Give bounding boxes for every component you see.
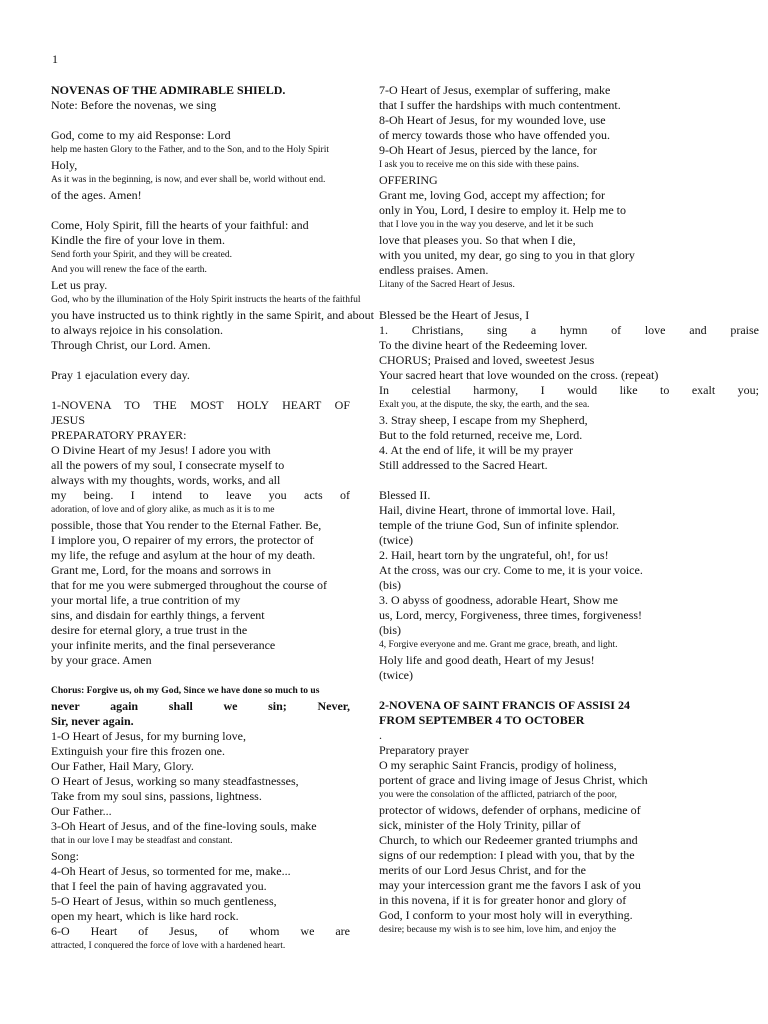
text-line: Blessed II. bbox=[379, 488, 431, 502]
text-line: Hail, divine Heart, throne of immortal love. Hail, bbox=[379, 503, 616, 517]
text-line: NOVENAS OF THE ADMIRABLE SHIELD. bbox=[51, 83, 286, 97]
text-line: Our Father... bbox=[51, 804, 112, 818]
text-line: Exalt you, at the dispute, the sky, the earth, and the sea. bbox=[379, 400, 590, 410]
text-line: 8-Oh Heart of Jesus, for my wounded love, use bbox=[379, 113, 606, 127]
text-line: . bbox=[379, 728, 382, 742]
text-line: possible, those that You render to the Eternal Father. Be, bbox=[51, 518, 322, 532]
text-line: all the powers of my soul, I consecrate myself to bbox=[51, 458, 285, 472]
text-line: Send forth your Spirit, and they will be created. bbox=[51, 250, 232, 260]
text-line: with you united, my dear, go sing to you in that glory bbox=[379, 248, 635, 262]
spacer bbox=[379, 293, 759, 308]
text-line: In celestial harmony, I would like to exalt you; bbox=[379, 383, 759, 397]
text-line: 2-NOVENA OF SAINT FRANCIS OF ASSISI 24 bbox=[379, 698, 630, 712]
text-line: O my seraphic Saint Francis, prodigy of holiness, bbox=[379, 758, 617, 772]
text-line: Sir, never again. bbox=[51, 714, 134, 728]
text-line: God, come to my aid Response: Lord bbox=[51, 128, 231, 142]
text-line: As it was in the beginning, is now, and ever shall be, world without end. bbox=[51, 175, 326, 185]
text-line: 9-Oh Heart of Jesus, pierced by the lance, for bbox=[379, 143, 597, 157]
text-line: that I feel the pain of having aggravated you. bbox=[51, 879, 267, 893]
text-line: Holy, bbox=[51, 158, 78, 172]
text-line: 1-NOVENA TO THE MOST HOLY HEART OF bbox=[51, 398, 350, 412]
text-line: merits of our Lord Jesus Christ, and for the bbox=[379, 863, 586, 877]
page-number: 1 bbox=[52, 52, 58, 66]
right-column bbox=[379, 83, 759, 938]
text-line: OFFERING bbox=[379, 173, 438, 187]
text-line: love that pleases you. So that when I die, bbox=[379, 233, 576, 247]
text-line: Note: Before the novenas, we sing bbox=[51, 98, 217, 112]
text-line: 4. At the end of life, it will be my prayer bbox=[379, 443, 573, 457]
text-line: 5-O Heart of Jesus, within so much gentleness, bbox=[51, 894, 277, 908]
text-line: 7-O Heart of Jesus, exemplar of suffering, make bbox=[379, 83, 611, 97]
text-line: Through Christ, our Lord. Amen. bbox=[51, 338, 211, 352]
text-line: us, Lord, mercy, Forgiveness, three times, forgiveness! bbox=[379, 608, 643, 622]
text-line: you have instructed us to think rightly in the same Spirit, and about bbox=[51, 308, 374, 322]
text-line: of mercy towards those who have offended you. bbox=[379, 128, 611, 142]
text-line: PREPARATORY PRAYER: bbox=[51, 428, 187, 442]
text-line: signs of our redemption: I plead with you, that by the bbox=[379, 848, 635, 862]
text-line: 2. Hail, heart torn by the ungrateful, oh!, for us! bbox=[379, 548, 609, 562]
text-line: Your sacred heart that love wounded on the cross. (repeat) bbox=[379, 368, 659, 382]
text-line: 1-O Heart of Jesus, for my burning love, bbox=[51, 729, 246, 743]
text-line: FROM SEPTEMBER 4 TO OCTOBER bbox=[379, 713, 585, 727]
text-line: And you will renew the face of the earth. bbox=[51, 265, 207, 275]
text-line: to always rejoice in his consolation. bbox=[51, 323, 223, 337]
text-line: your infinite merits, and the final perseverance bbox=[51, 638, 276, 652]
text-line: Still addressed to the Sacred Heart. bbox=[379, 458, 548, 472]
text-line: open my heart, which is like hard rock. bbox=[51, 909, 239, 923]
text-line: (twice) bbox=[379, 533, 413, 547]
text-line: Song: bbox=[51, 849, 80, 863]
text-line: desire for eternal glory, a true trust in the bbox=[51, 623, 248, 637]
text-line: always with my thoughts, words, works, and all bbox=[51, 473, 281, 487]
text-line: Take from my soul sins, passions, lightness. bbox=[51, 789, 262, 803]
text-line: 3-Oh Heart of Jesus, and of the fine-loving souls, make bbox=[51, 819, 317, 833]
text-line: 1. Christians, sing a hymn of love and praise bbox=[379, 323, 759, 337]
text-line: of the ages. Amen! bbox=[51, 188, 142, 202]
text-line: To the divine heart of the Redeeming lover. bbox=[379, 338, 588, 352]
text-line: my life, the refuge and asylum at the hour of my death. bbox=[51, 548, 316, 562]
text-line: that I love you in the way you deserve, and let it be such bbox=[379, 220, 594, 230]
text-line: Grant me, Lord, for the moans and sorrows in bbox=[51, 563, 271, 577]
text-line: Extinguish your fire this frozen one. bbox=[51, 744, 225, 758]
text-line: (bis) bbox=[379, 623, 401, 637]
text-line: portent of grace and living image of Jesus Christ, which bbox=[379, 773, 648, 787]
text-line: I ask you to receive me on this side with these pains. bbox=[379, 160, 579, 170]
text-line: temple of the triune God, Sun of infinite splendor. bbox=[379, 518, 619, 532]
text-line: 4-Oh Heart of Jesus, so tormented for me, make... bbox=[51, 864, 291, 878]
text-line: O Divine Heart of my Jesus! I adore you with bbox=[51, 443, 271, 457]
text-line: never again shall we sin; Never, bbox=[51, 699, 350, 713]
text-line: you were the consolation of the afflicted, patriarch of the poor, bbox=[379, 790, 617, 800]
text-line: JESUS bbox=[51, 413, 86, 427]
spacer bbox=[51, 203, 350, 218]
text-line: Holy life and good death, Heart of my Jesus! bbox=[379, 653, 595, 667]
text-line: Pray 1 ejaculation every day. bbox=[51, 368, 190, 382]
text-line: Kindle the fire of your love in them. bbox=[51, 233, 225, 247]
text-line: by your grace. Amen bbox=[51, 653, 152, 667]
text-line: (bis) bbox=[379, 578, 401, 592]
text-line: 3. Stray sheep, I escape from my Shepherd, bbox=[379, 413, 588, 427]
text-line: Church, to which our Redeemer granted triumphs and bbox=[379, 833, 638, 847]
text-line: God, I conform to your most holy will in everything. bbox=[379, 908, 633, 922]
text-line: 4, Forgive everyone and me. Grant me grace, breath, and light. bbox=[379, 640, 618, 650]
spacer bbox=[379, 473, 759, 488]
text-line: attracted, I conquered the force of love with a hardened heart. bbox=[51, 941, 286, 951]
text-line: At the cross, was our cry. Come to me, it is your voice. bbox=[379, 563, 643, 577]
text-line: I implore you, O repairer of my errors, the protector of bbox=[51, 533, 314, 547]
text-line: But to the fold returned, receive me, Lord. bbox=[379, 428, 583, 442]
text-line: endless praises. Amen. bbox=[379, 263, 489, 277]
text-line: Grant me, loving God, accept my affection; for bbox=[379, 188, 606, 202]
text-line: (twice) bbox=[379, 668, 413, 682]
spacer bbox=[51, 668, 350, 684]
text-line: Litany of the Sacred Heart of Jesus. bbox=[379, 280, 515, 290]
text-line: Blessed be the Heart of Jesus, I bbox=[379, 308, 530, 322]
text-line: that I suffer the hardships with much contentment. bbox=[379, 98, 621, 112]
text-line: CHORUS; Praised and loved, sweetest Jesus bbox=[379, 353, 595, 367]
text-line: God, who by the illumination of the Holy Spirit instructs the hearts of the faithful bbox=[51, 295, 361, 305]
text-line: Let us pray. bbox=[51, 278, 108, 292]
text-line: Our Father, Hail Mary, Glory. bbox=[51, 759, 194, 773]
text-line: 6-O Heart of Jesus, of whom we are bbox=[51, 924, 350, 938]
spacer bbox=[379, 683, 759, 698]
text-line: that in our love I may be steadfast and constant. bbox=[51, 836, 233, 846]
text-line: sins, and disdain for earthly things, a fervent bbox=[51, 608, 265, 622]
text-line: Preparatory prayer bbox=[379, 743, 469, 757]
text-line: may your intercession grant me the favors I ask of you bbox=[379, 878, 641, 892]
text-line: that for me you were submerged throughout the course of bbox=[51, 578, 328, 592]
text-line: protector of widows, defender of orphans, medicine of bbox=[379, 803, 641, 817]
spacer bbox=[51, 353, 350, 368]
spacer bbox=[51, 383, 350, 398]
spacer bbox=[51, 113, 350, 128]
left-column bbox=[51, 83, 374, 954]
text-line: sick, minister of the Holy Trinity, pillar of bbox=[379, 818, 581, 832]
text-line: in this novena, if it is for greater honor and glory of bbox=[379, 893, 627, 907]
text-line: help me hasten Glory to the Father, and to the Son, and to the Holy Spirit bbox=[51, 145, 329, 155]
text-line: desire; because my wish is to see him, love him, and enjoy the bbox=[379, 925, 616, 935]
text-line: Chorus: Forgive us, oh my God, Since we have done so much to us bbox=[51, 686, 320, 696]
text-line: Come, Holy Spirit, fill the hearts of your faithful: and bbox=[51, 218, 309, 232]
text-line: O Heart of Jesus, working so many steadfastnesses, bbox=[51, 774, 299, 788]
text-line: your mortal life, a true contrition of my bbox=[51, 593, 241, 607]
text-line: only in You, Lord, I desire to employ it. Help me to bbox=[379, 203, 626, 217]
text-line: adoration, of love and of glory alike, as much as it is to me bbox=[51, 505, 275, 515]
text-line: my being. I intend to leave you acts of bbox=[51, 488, 350, 502]
text-line: 3. O abyss of goodness, adorable Heart, Show me bbox=[379, 593, 618, 607]
